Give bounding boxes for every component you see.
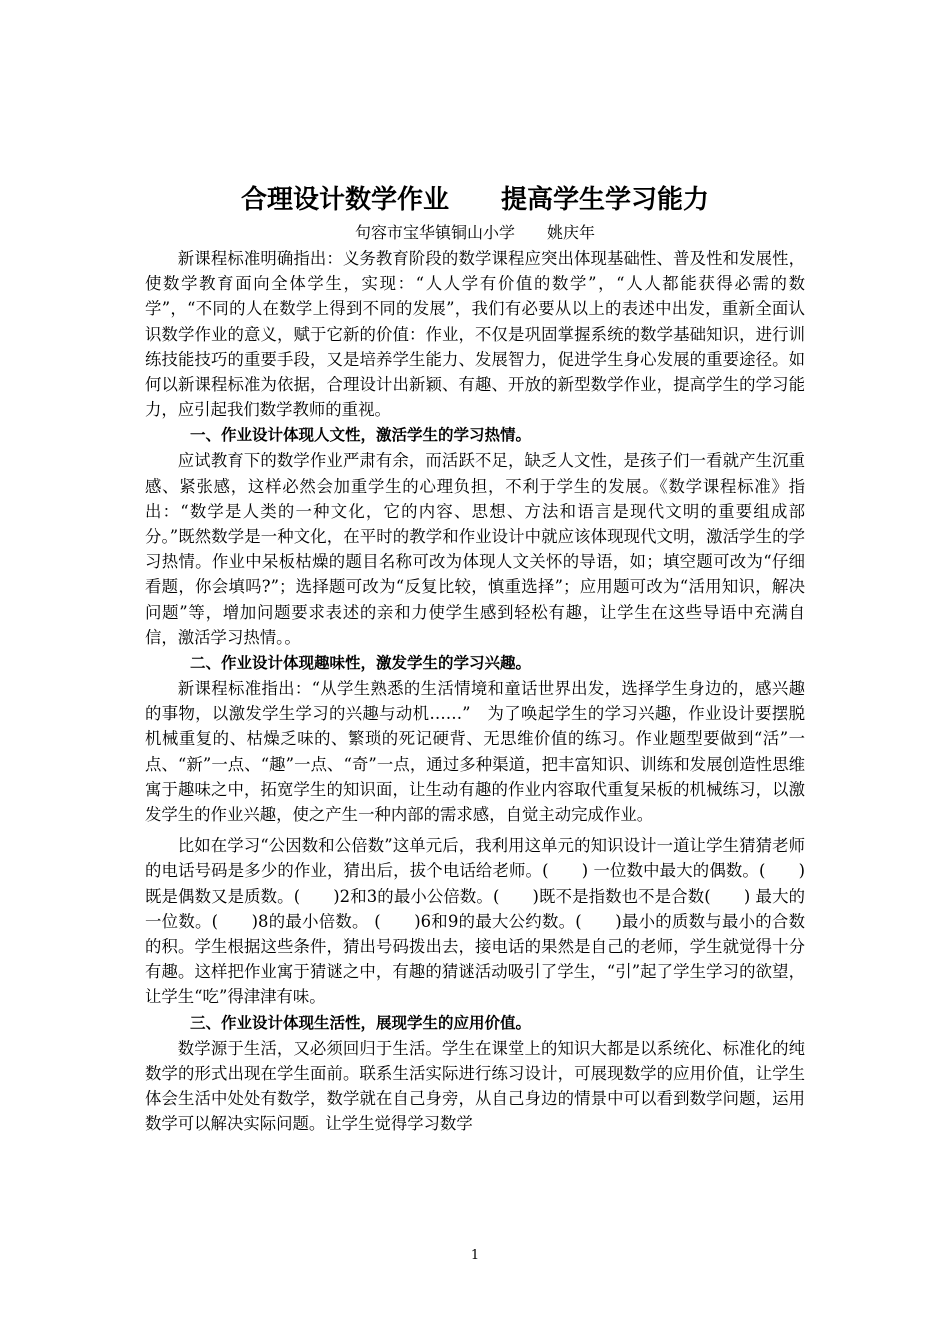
document-author: 句容市宝华镇铜山小学 姚庆年 [354, 223, 595, 242]
section-2-heading: 二、作业设计体现趣味性，激发学生的学习兴趣。 [190, 654, 532, 673]
section-2-paragraph-2: 比如在学习“公因数和公倍数”这单元后，我利用这单元的知识设计一道让学生猜猜老师的电话号码是多少的作业，猜出后，拔个电话给老师。( ) 一位数中最大的偶数。( ) 既是偶数又是质数。( )2和3的最小公倍数。( )既不是指数也不是合数( ) 最大的一位数。( )8的最小倍数。 ( )6和9的最大公约数。( )最小的质数与最小的合数的积。学生根据这些条件，猜出号码拨出去，接电话的果然是自己的老师，学生就觉得十分有趣。这样把作业寓于猜谜之中，有趣的猜谜活动吸引了学生，“引”起了学生学习的欲望，让学生“吃”得津津有味。 [145, 836, 805, 1007]
intro-paragraph: 新课程标准明确指出：义务教育阶段的数学课程应突出体现基础性、普及性和发展性，使数学教育面向全体学生，实现：“人人学有价值的数学”，“人人都能获得必需的数学”，“不同的人在数学上得到不同的发展”，我们有必要从以上的表述中出发，重新全面认识数学作业的意义，赋于它新的价值：作业，不仅是巩固掌握系统的数学基础知识，进行训练技能技巧的重要手段，又是培养学生能力、发展智力，促进学生身心发展的重要途径。如何以新课程标准为依据，合理设计出新颖、有趣、开放的新型数学作业，提高学生的学习能力，应引起我们数学教师的重视。 [145, 249, 805, 420]
section-2-paragraph-1: 新课程标准指出：“从学生熟悉的生活情境和童话世界出发，选择学生身边的，感兴趣的事物，以激发学生学习的兴趣与动机……” 为了唤起学生的学习兴趣，作业设计要摆脱机械重复的、枯燥乏味的、繁琐的死记硬背、无思维价值的练习。作业题型要做到“活”一点、“新”一点、“趣”一点、“奇”一点，通过多种渠道，把丰富知识、训练和发展创造性思维寓于趣味之中，拓宽学生的知识面，让生动有趣的作业内容取代重复呆板的机械练习，以激发学生的作业兴趣，使之产生一种内部的需求感，自觉主动完成作业。 [145, 679, 805, 825]
section-1-heading: 一、作业设计体现人文性，激活学生的学习热情。 [190, 426, 532, 445]
page-number: 1 [470, 1248, 480, 1263]
section-1-paragraph: 应试教育下的数学作业严肃有余，而活跃不足，缺乏人文性，是孩子们一看就产生沉重感、紧张感，这样必然会加重学生的心理负担，不利于学生的发展。《数学课程标准》指出：“数学是人类的一种文化，它的内容、思想、方法和语言是现代文明的重要组成部分。”既然数学是一种文化，在平时的教学和作业设计中就应该体现现代文明，激活学生的学习热情。作业中呆板枯燥的题目名称可改为体现人文关怀的导语，如；填空题可改为“仔细看题，你会填吗?”；选择题可改为“反复比较，慎重选择”；应用题可改为“活用知识，解决问题”等，增加问题要求表述的亲和力使学生感到轻松有趣，让学生在这些导语中充满自信，激活学习热情。。 [145, 451, 805, 647]
document-body [145, 180, 805, 1137]
section-3-heading: 三、作业设计体现生活性，展现学生的应用价值。 [190, 1013, 532, 1032]
document-title: 合理设计数学作业 提高学生学习能力 [240, 185, 709, 215]
section-3-paragraph: 数学源于生活，又必须回归于生活。学生在课堂上的知识大都是以系统化、标准化的纯数学的形式出现在学生面前。联系生活实际进行练习设计，可展现数学的应用价值，让学生体会生活中处处有数学，数学就在自己身旁，从自己身边的情景中可以看到数学问题，运用数学可以解决实际问题。让学生觉得学习数学 [145, 1038, 805, 1134]
